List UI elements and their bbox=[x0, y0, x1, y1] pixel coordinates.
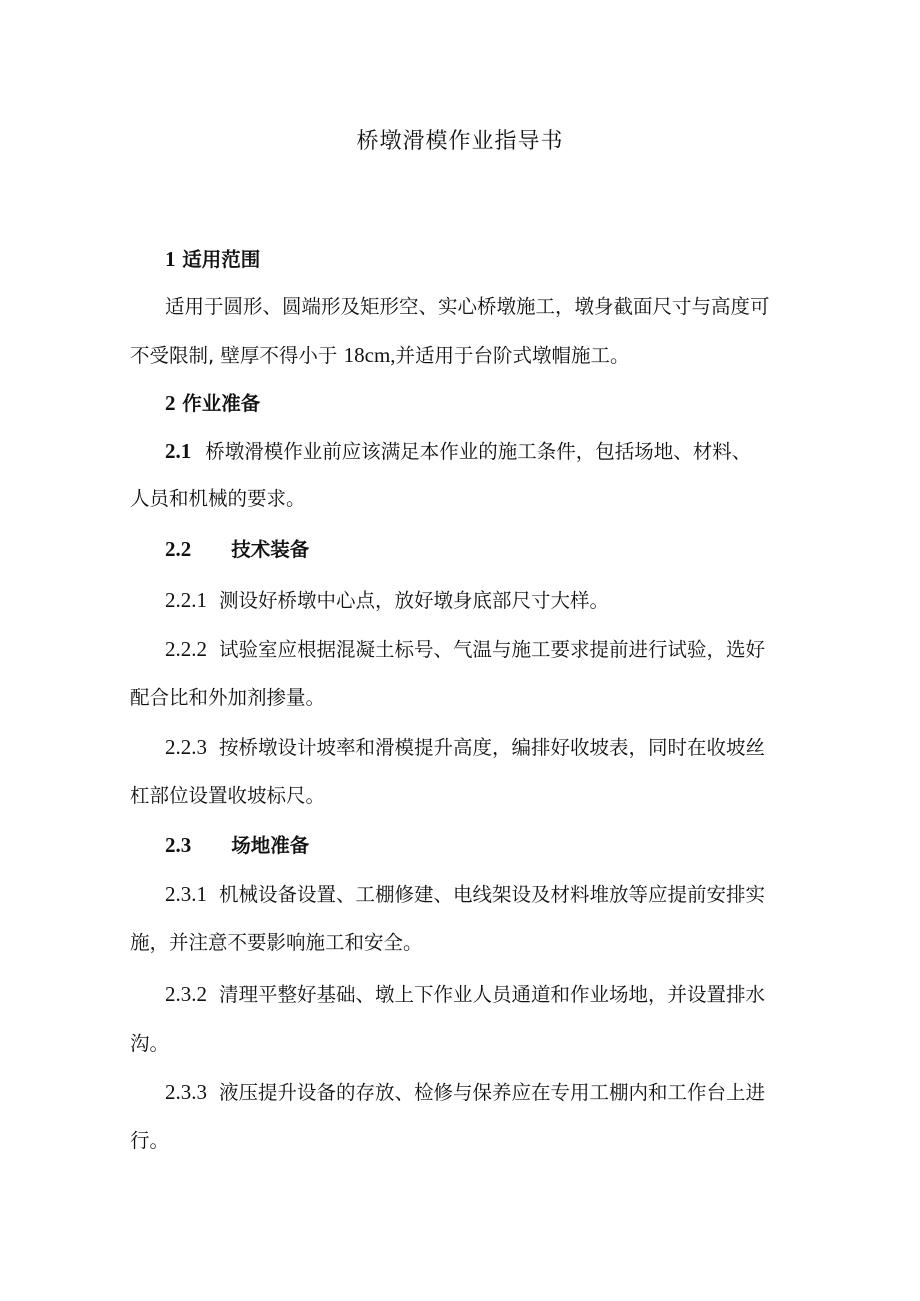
section-2-3-2-line-2: 沟。 bbox=[130, 1032, 170, 1055]
section-2-3-3-line-2: 行。 bbox=[130, 1129, 170, 1152]
text-run: 壁厚不得小于 bbox=[220, 344, 338, 367]
text-run: 机械设备设置、工棚修建、电线架设及材料堆放等应提前安排实 bbox=[219, 883, 766, 906]
section-2-3-number: 2.3 bbox=[165, 833, 192, 857]
text-run: 按桥墩设计坡率和滑模提升高度，编排好收坡表，同时在收坡丝 bbox=[219, 736, 766, 759]
section-2-1-line-1 bbox=[165, 437, 751, 466]
section-2-title: 作业准备 bbox=[182, 392, 261, 415]
section-2-1-number: 2.1 bbox=[165, 439, 192, 463]
section-1-heading bbox=[165, 245, 260, 274]
text-run: 桥墩滑模作业前应该满足本作业的施工条件，包括场地、材料、 bbox=[205, 440, 752, 463]
section-2-2-1 bbox=[165, 586, 609, 615]
section-2-3-1-line-1 bbox=[165, 880, 765, 909]
section-2-2-2-line-2: 配合比和外加剂掺量。 bbox=[130, 686, 326, 709]
section-2-3-heading bbox=[165, 831, 309, 860]
section-2-3-title: 场地准备 bbox=[231, 834, 310, 857]
section-2-3-2-number: 2.3.2 bbox=[165, 982, 207, 1006]
text-run: 并适用于台阶式墩帽施工。 bbox=[395, 344, 630, 367]
section-2-2-2-number: 2.2.2 bbox=[165, 637, 207, 661]
section-2-3-3-number: 2.3.3 bbox=[165, 1080, 207, 1104]
section-2-number: 2 bbox=[165, 391, 176, 415]
section-2-2-3-number: 2.2.3 bbox=[165, 735, 207, 759]
section-2-2-3-line-1 bbox=[165, 733, 765, 762]
section-2-2-number: 2.2 bbox=[165, 537, 192, 561]
section-2-3-1-line-2: 施，并注意不要影响施工和安全。 bbox=[130, 931, 423, 954]
section-1-title: 适用范围 bbox=[182, 248, 261, 271]
section-2-3-1-number: 2.3.1 bbox=[165, 882, 207, 906]
section-2-1-line-2: 人员和机械的要求。 bbox=[130, 487, 306, 510]
section-1-number: 1 bbox=[165, 247, 176, 271]
section-2-2-heading bbox=[165, 535, 309, 564]
comma: , bbox=[208, 344, 215, 367]
text-run: 不受限制 bbox=[130, 344, 209, 367]
text-run: 液压提升设备的存放、检修与保养应在专用工棚内和工作台上进 bbox=[219, 1081, 766, 1104]
section-2-2-1-number: 2.2.1 bbox=[165, 588, 207, 612]
text-run: 测设好桥墩中心点，放好墩身底部尺寸大样。 bbox=[219, 589, 610, 612]
section-2-3-2-line-1 bbox=[165, 980, 765, 1009]
section-2-3-3-line-1 bbox=[165, 1078, 765, 1107]
section-1-paragraph-line-1: 适用于圆形、圆端形及矩形空、实心桥墩施工，墩身截面尺寸与高度可 bbox=[165, 295, 770, 318]
section-2-2-title: 技术装备 bbox=[231, 538, 310, 561]
section-2-heading bbox=[165, 389, 260, 418]
thickness-value: 18cm, bbox=[343, 343, 396, 367]
text-run: 清理平整好基础、墩上下作业人员通道和作业场地，并设置排水 bbox=[219, 983, 766, 1006]
text-run: 试验室应根据混凝土标号、气温与施工要求提前进行试验，选好 bbox=[219, 638, 766, 661]
section-2-2-3-line-2: 杠部位设置收坡标尺。 bbox=[130, 784, 326, 807]
document-title: 桥墩滑模作业指导书 bbox=[356, 129, 564, 154]
section-1-paragraph-line-2 bbox=[130, 341, 630, 370]
section-2-2-2-line-1 bbox=[165, 635, 765, 664]
